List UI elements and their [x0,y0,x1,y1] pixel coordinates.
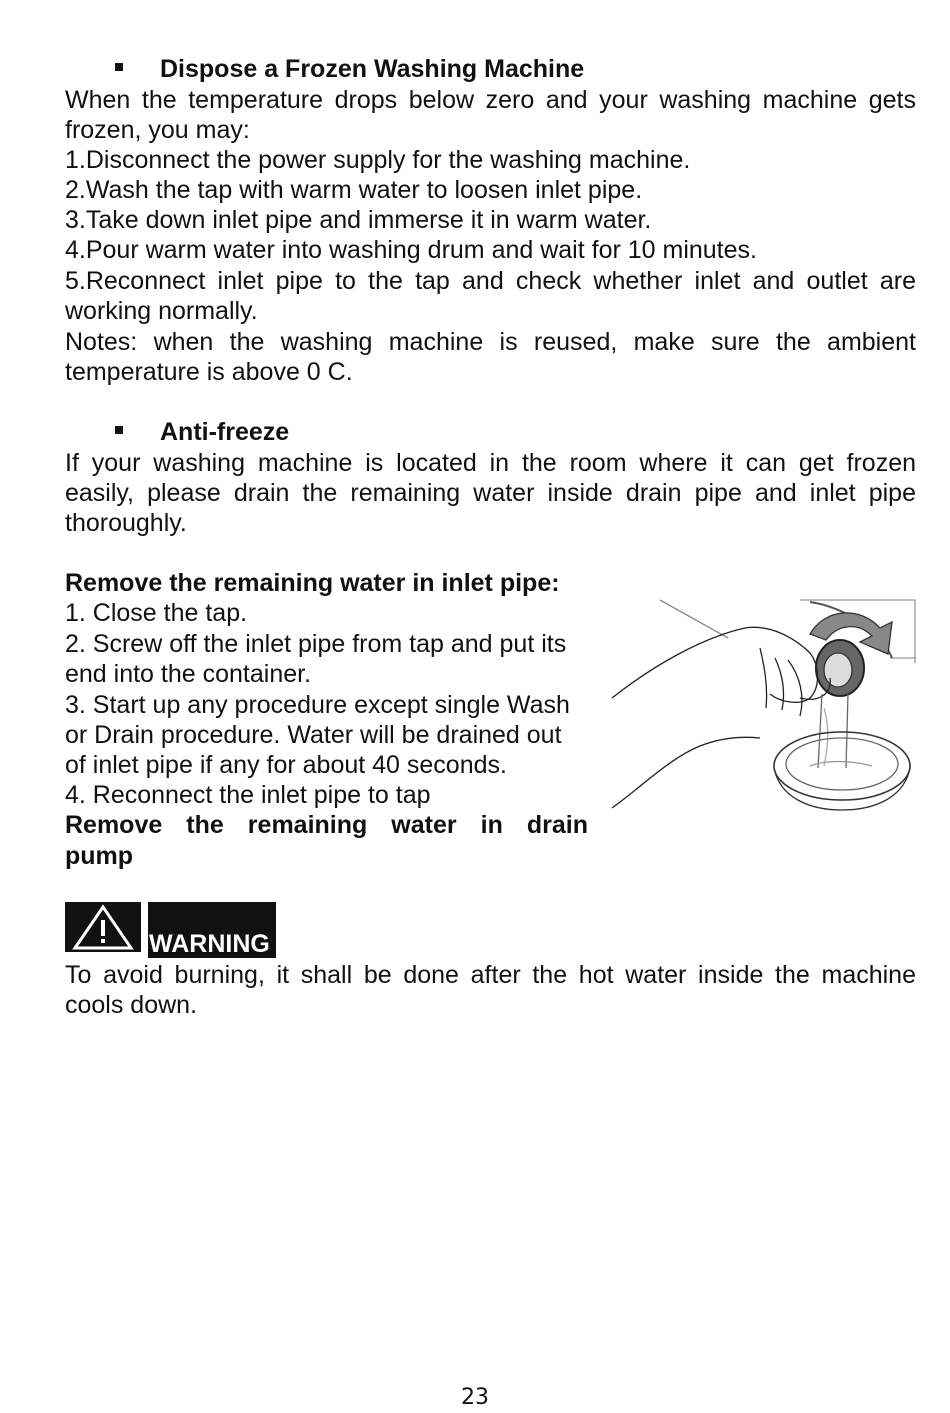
section-heading-frozen: Dispose a Frozen Washing Machine [115,54,584,84]
inlet-step-3-line1: 3. Start up any procedure except single Wash [65,691,570,719]
warning-triangle-icon [65,902,141,952]
bullet-icon [115,426,123,434]
warning-text-line2: cools down. [65,991,198,1019]
section-heading-antifreeze: Anti-freeze [115,417,289,447]
page-number: 23 [461,1385,489,1410]
step-1: 1.Disconnect the power supply for the washing machine. [65,146,691,174]
step-3: 3.Take down inlet pipe and immerse it in warm water. [65,206,652,234]
step-5-line1: 5.Reconnect inlet pipe to the tap and check whether inlet and outlet are [65,267,916,295]
notes-line2: temperature is above 0 C. [65,358,353,386]
inlet-pipe-illustration [610,598,918,813]
drain-heading-line2: pump [65,842,134,870]
inlet-heading: Remove the remaining water in inlet pipe: [65,569,560,597]
notes-line1: Notes: when the washing machine is reused, make sure the ambient [65,328,916,356]
inlet-step-3-line2: or Drain procedure. Water will be drained out [65,721,562,749]
intro-text-line1: When the temperature drops below zero and your washing machine gets [65,86,916,114]
bullet-icon [115,63,123,71]
step-2: 2.Wash the tap with warm water to loosen inlet pipe. [65,176,643,204]
warning-label: WARNING [148,902,276,958]
inlet-step-2-line2: end into the container. [65,660,312,688]
drain-heading-line1: Remove the remaining water in drain [65,811,588,839]
step-4: 4.Pour warm water into washing drum and wait for 10 minutes. [65,236,757,264]
antifreeze-text-line2: easily, please drain the remaining water inside drain pipe and inlet pipe [65,479,916,507]
step-5-line2: working normally. [65,297,258,325]
inlet-step-3-line3: of inlet pipe if any for about 40 seconds. [65,751,507,779]
inlet-step-2-line1: 2. Screw off the inlet pipe from tap and put its [65,630,567,658]
intro-text-line2: frozen, you may: [65,116,250,144]
inlet-step-1: 1. Close the tap. [65,599,248,627]
inlet-step-4: 4. Reconnect the inlet pipe to tap [65,781,431,809]
antifreeze-text-line1: If your washing machine is located in the room where it can get frozen [65,449,916,477]
antifreeze-text-line3: thoroughly. [65,509,187,537]
warning-text-line1: To avoid burning, it shall be done after the hot water inside the machine [65,961,916,989]
